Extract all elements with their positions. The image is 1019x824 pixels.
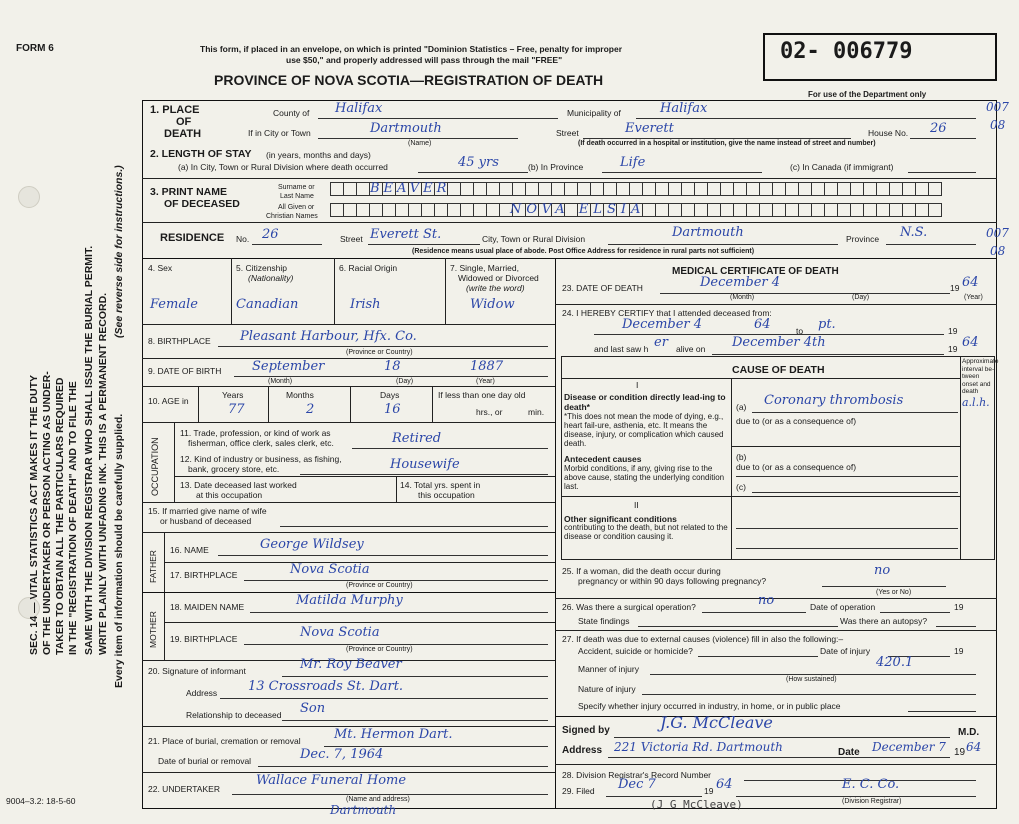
s1-label-of: OF [176,116,192,128]
operation-date-label: Date of operation [810,602,876,612]
mother-birth-value: Nova Scotia [300,625,380,640]
letter-box [759,182,773,196]
mother-label: MOTHER [148,611,158,648]
dept-mark-3: 007 [986,226,1009,240]
registration-number: 02- 006779 [780,39,913,64]
s9-label: 9. DATE OF BIRTH [148,366,222,376]
letter-box [772,182,786,196]
letter-box [590,182,604,196]
letter-box [759,203,773,217]
s17-label: 17. BIRTHPLACE [170,570,238,580]
letter-box [486,182,500,196]
birth-month-hint: (Month) [268,378,293,385]
min-label: min. [528,407,545,417]
s7-label-3: (write the word) [466,283,525,293]
letter-box [629,182,643,196]
s15-label-2: or husband of deceased [160,516,252,526]
less-than-day-label: If less than one day old [438,390,526,400]
attend-from-value: December 4 [622,317,703,332]
nature-label: Nature of injury [578,684,636,694]
citizenship-value: Canadian [236,297,299,312]
md-address-value: 221 Victoria Rd. Dartmouth [614,740,783,754]
years-label: Years [222,390,244,400]
stay-city-value: 45 yrs [458,155,499,170]
city-value: Dartmouth [370,121,442,136]
letter-box [837,203,851,217]
roman-one: I [636,380,639,390]
footer-code: 9004–3.2: 18-5-60 [6,796,76,806]
s25-label: 25. If a woman, did the death occur during [562,566,721,576]
res-no-label: No. [236,234,250,244]
s13-label-2: at this occupation [196,490,263,500]
letter-box [707,182,721,196]
informant-address-label: Address [186,688,218,698]
mother-birth-hint: (Province or Country) [346,646,413,653]
months-label: Months [286,390,314,400]
medical-certificate-title: MEDICAL CERTIFICATE OF DEATH [672,266,839,277]
disease-note: *This does not mean the mode of dying, e.g., heart fail-ure, asthenia, etc. It means the disease, injury, or complication which caused death. [564,412,724,448]
s20-label: 20. Signature of informant [148,666,246,676]
surname-label-2: Last Name [280,193,314,200]
letter-box [876,203,890,217]
letter-box [330,182,344,196]
occupation-value: Retired [392,431,442,446]
md-year-value: 64 [966,740,982,754]
res-province-value: N.S. [900,225,928,240]
antecedent-note: Morbid conditions, if any, giving rise to the above cause, stating the underlying condition last. [564,464,725,491]
mail-notice-2: use $50," and properly addressed will pass through the mail "FREE" [286,55,563,65]
last-saw-h-value: er [654,335,668,350]
letter-box [850,182,864,196]
letter-box [512,182,526,196]
letter-box [655,203,669,217]
father-birth-hint: (Province or Country) [346,582,413,589]
given-name-value: NOVA ELSIA [510,202,646,217]
s1-label-death: DEATH [164,128,202,140]
letter-box [538,182,552,196]
undertaker-value: Wallace Funeral Home [256,773,407,788]
cause-b-label: (b) [736,452,747,462]
death-day-hint: (Day) [852,294,870,301]
how-sustained-hint: (How sustained) [786,676,837,683]
stay-province-value: Life [620,155,646,170]
s21-label: 21. Place of burial, cremation or removal [148,736,301,746]
letter-box [655,182,669,196]
letter-box [772,203,786,217]
letter-box [928,203,942,217]
burial-date-value: Dec. 7, 1964 [300,747,384,762]
s26-label: 26. Was there a surgical operation? [562,602,696,612]
surname-label: Surname or [278,184,315,191]
letter-box [577,182,591,196]
other-conditions-note: contributing to the death, but not related to the disease or condition causing it. [564,523,728,541]
disease-label: Disease or condition directly lead-ing to death* [564,392,726,412]
res-street-label: Street [340,234,363,244]
letter-box [525,182,539,196]
letter-box [681,182,695,196]
due-to-b-label: due to (or as a consequence of) [736,462,857,472]
letter-box [746,182,760,196]
division-registrar-hint: (Division Registrar) [842,798,902,805]
letter-box [720,203,734,217]
house-value: 26 [930,121,947,136]
res-city-label: City, Town or Rural Division [482,234,586,244]
given-label: All Given or [278,204,315,211]
house-label: House No. [868,128,909,138]
side-instructions-4: IN THE "REGISTRATION OF DEATH" AND TO FILE THE [67,381,79,655]
accident-label: Accident, suicide or homicide? [578,646,693,656]
hrs-label: hrs., or [476,407,503,417]
surname-value: BEAVER [370,181,451,196]
form-number: FORM 6 [16,43,54,54]
s13-label: 13. Date deceased last worked [180,480,297,490]
letter-box [395,203,409,217]
birth-month-value: September [252,359,325,374]
letter-box [785,203,799,217]
street-label: Street [556,128,579,138]
letter-box [616,182,630,196]
s12-label-2: bank, grocery store, etc. [188,464,280,474]
undertaker-hint: (Name and address) [346,796,410,803]
due-to-a-label: due to (or as a consequence of) [736,416,857,426]
attend-from-year: 64 [754,317,771,332]
s28-label: 28. Division Registrar's Record Number [562,770,712,780]
letter-box [343,182,357,196]
s11-label: 11. Trade, profession, or kind of work as [180,428,331,438]
s2-hint: (in years, months and days) [266,150,371,160]
s16-label: 16. NAME [170,545,209,555]
dept-mark-4: 08 [990,244,1006,258]
s2c-label: (c) In Canada (if immigrant) [790,162,894,172]
letter-box [928,182,942,196]
letter-box [733,203,747,217]
side-instructions-5: SAME WITH THE DIVISION REGISTRAR WHO SHALL ISSUE THE BURIAL PERMIT. [83,245,95,655]
cause-interval-value: a.l.h. [962,396,990,409]
sex-value: Female [150,297,198,312]
filed-value: Dec 7 [618,777,656,792]
letter-box [707,203,721,217]
s2b-label: (b) In Province [528,162,584,172]
s7-label-2: Widowed or Divorced [458,273,539,283]
md-19: 19 [954,747,966,758]
municipality-value: Halifax [660,101,708,116]
letter-box [369,203,383,217]
side-instructions-6: WRITE PLAINLY WITH UNFADING INK. THIS IS A PERMANENT RECORD. [97,292,109,655]
s29-label: 29. Filed [562,786,595,796]
occupation-label: OCCUPATION [150,437,160,496]
s10-label: 10. AGE in [148,396,189,406]
letter-box [902,203,916,217]
city-label: If in City or Town [248,128,311,138]
md-label: M.D. [958,727,980,738]
alive-on-label: alive on [676,344,706,354]
attend-to-value: pt. [818,317,836,332]
md-date-value: December 7 [872,740,946,754]
letter-box [850,203,864,217]
letter-box [343,203,357,217]
county-label: County of [273,108,310,118]
alive-19: 19 [948,344,958,354]
specify-label: Specify whether injury occurred in industry, in home, or in public place [578,701,841,711]
letter-box [720,182,734,196]
letter-box [356,203,370,217]
side-instructions-2: OF THE UNDERTAKER OR PERSON ACTING AS UNDER- [41,371,53,655]
s5-label-2: (Nationality) [248,273,294,283]
letter-box [447,203,461,217]
cause-c-label: (c) [736,482,746,492]
age-months-value: 2 [306,402,315,417]
letter-box [915,203,929,217]
attend-to-19: 19 [948,326,958,336]
s4-label: 4. Sex [148,263,173,273]
mail-notice-1: This form, if placed in an envelope, on which is printed "Dominion Statistics – Free, penalty for improper [200,44,623,54]
s8-label: 8. BIRTHPLACE [148,336,211,346]
cause-title: CAUSE OF DEATH [732,364,825,376]
res-street-value: Everett St. [370,227,442,242]
death-year-value: 64 [962,275,979,290]
s3-label: 3. PRINT NAME [150,186,228,198]
side-instructions-1: SEC. 14 — VITAL STATISTICS ACT MAKES IT THE DUTY [28,374,40,655]
s15-label: 15. If married give name of wife [148,506,267,516]
s6-label: 6. Racial Origin [339,263,398,273]
side-instructions-7b: (See reverse side for instructions.) [113,165,125,338]
letter-box [473,182,487,196]
letter-box [434,203,448,217]
registrar-value: E. C. Co. [842,777,900,792]
operation-value: no [758,593,775,608]
s3-label-2: OF DECEASED [164,198,240,210]
letter-box [603,182,617,196]
given-label-2: Christian Names [266,213,318,220]
death-year-hint: (Year) [964,294,983,301]
father-name-value: George Wildsey [260,537,364,552]
side-instructions-7: Every item of information should be carefully supplied. [113,413,125,688]
letter-box [681,203,695,217]
letter-box [486,203,500,217]
s25-label-2: pregnancy or within 90 days following pregnancy? [578,576,767,586]
letter-box [824,203,838,217]
death-date-value: December 4 [700,275,781,290]
age-years-value: 77 [228,402,245,417]
s14-label: 14. Total yrs. spent in [400,480,481,490]
letter-box [421,203,435,217]
dept-use-note: For use of the Department only [808,90,927,99]
letter-box [668,203,682,217]
letter-box [551,182,565,196]
filed-19: 19 [704,786,714,796]
birth-day-hint: (Day) [396,378,414,385]
approx-interval-label: Approximate interval be-tween onset and death [962,358,999,395]
s11-label-2: fisherman, office clerk, sales clerk, etc. [188,438,334,448]
autopsy-label: Was there an autopsy? [840,616,928,626]
s21-date-label: Date of burial or removal [158,756,252,766]
dept-mark-1: 007 [986,100,1009,114]
birthplace-hint: (Province or Country) [346,349,413,356]
dept-mark-2: 08 [990,118,1006,132]
mother-name-value: Matilda Murphy [296,593,403,608]
birth-year-hint: (Year) [476,378,495,385]
res-no-value: 26 [262,227,279,242]
letter-box [876,182,890,196]
res-province-label: Province [846,234,880,244]
industry-value: Housewife [390,457,460,472]
md-date-label: Date [838,747,860,758]
letter-box [642,182,656,196]
letter-box [785,182,799,196]
s22-label: 22. UNDERTAKER [148,784,220,794]
letter-box [499,182,513,196]
s23-label: 23. DATE OF DEATH [562,283,643,293]
letter-box [356,182,370,196]
letter-box [694,182,708,196]
father-label: FATHER [148,550,158,583]
letter-box [798,203,812,217]
letter-box [382,203,396,217]
manner-label: Manner of injury [578,664,639,674]
md-address-label: Address [562,745,603,756]
relationship-value: Son [300,701,326,716]
to-label: to [796,326,804,336]
injury-19: 19 [954,646,964,656]
burial-place-value: Mt. Hermon Dart. [334,727,453,742]
letter-box [837,182,851,196]
informant-address-value: 13 Crossroads St. Dart. [248,679,404,694]
letter-box [330,203,344,217]
letter-box [694,203,708,217]
letter-box [863,203,877,217]
operation-19: 19 [954,602,964,612]
letter-box [889,203,903,217]
marital-status-value: Widow [470,297,515,312]
letter-box [811,203,825,217]
death-month-hint: (Month) [730,294,755,301]
s19-label: 19. BIRTHPLACE [170,634,238,644]
antecedent-label: Antecedent causes [564,454,642,464]
letter-box [408,203,422,217]
relationship-label: Relationship to deceased [186,710,282,720]
residence-label: RESIDENCE [160,232,225,244]
racial-origin-value: Irish [350,297,381,312]
street-value: Everett [625,121,674,136]
age-days-value: 16 [384,402,401,417]
date-injury-label: Date of injury [820,646,871,656]
s27-label: 27. If death was due to external causes (violence) fill in also the following:– [562,634,844,644]
cause-a-label: (a) [736,402,747,412]
punch-hole-top [18,186,40,208]
letter-box [460,203,474,217]
alive-year-value: 64 [962,335,979,350]
signature-value: J.G. McCleave [660,713,773,732]
father-birth-value: Nova Scotia [290,562,370,577]
signed-by-label: Signed by [562,725,610,736]
other-conditions-label: Other significant conditions [564,514,677,524]
roman-two: II [634,500,639,510]
letter-box [915,182,929,196]
state-findings-label: State findings [578,616,630,626]
letter-box [668,182,682,196]
last-saw-label: and last saw h [594,344,649,354]
s2-label: 2. LENGTH OF STAY [150,148,252,160]
form-title: PROVINCE OF NOVA SCOTIA—REGISTRATION OF DEATH [214,72,604,88]
yes-no-hint: (Yes or No) [876,589,912,596]
undertaker-city-value: Dartmouth [330,803,397,817]
letter-box [733,182,747,196]
res-city-value: Dartmouth [672,225,744,240]
s18-label: 18. MAIDEN NAME [170,602,245,612]
s24-label: 24. I HEREBY CERTIFY that I attended deceased from: [562,308,772,318]
alive-on-value: December 4th [732,335,826,350]
s12-label: 12. Kind of industry or business, as fishing, [180,454,342,464]
letter-box [460,182,474,196]
days-label: Days [380,390,400,400]
birth-day-value: 18 [384,359,401,374]
letter-box [863,182,877,196]
birthplace-value: Pleasant Harbour, Hfx. Co. [240,329,417,344]
s1-label: 1. PLACE [150,104,200,116]
code-value: 420.1 [876,655,914,670]
informant-value: Mr. Roy Beaver [300,657,402,672]
filed-year-value: 64 [716,777,733,792]
letter-box [798,182,812,196]
death-year-19: 19 [950,283,960,293]
s7-label: 7. Single, Married, [450,263,519,273]
s5-label: 5. Citizenship [236,263,288,273]
county-value: Halifax [335,101,383,116]
printed-name-value: (J G McCleave) [650,798,743,811]
hospital-hint: (If death occurred in a hospital or institution, give the name instead of street and number) [578,140,876,147]
cause-a-value: Coronary thrombosis [764,393,904,408]
letter-box [889,182,903,196]
letter-box [824,182,838,196]
letter-box [746,203,760,217]
s2a-label: (a) In City, Town or Rural Division where death occurred [178,162,388,172]
letter-box [473,203,487,217]
birth-year-value: 1887 [470,359,504,374]
letter-box [902,182,916,196]
letter-box [564,182,578,196]
letter-box [811,182,825,196]
side-instructions-3: TAKER TO OBTAIN ALL THE PARTICULARS REQUIRED [54,377,66,655]
pregnancy-value: no [874,563,891,578]
s14-label-2: this occupation [418,490,475,500]
residence-note: (Residence means usual place of abode. Post Office Address for residence in rural parts not sufficient) [412,248,755,255]
municipality-label: Municipality of [567,108,621,118]
name-hint: (Name) [408,140,432,147]
